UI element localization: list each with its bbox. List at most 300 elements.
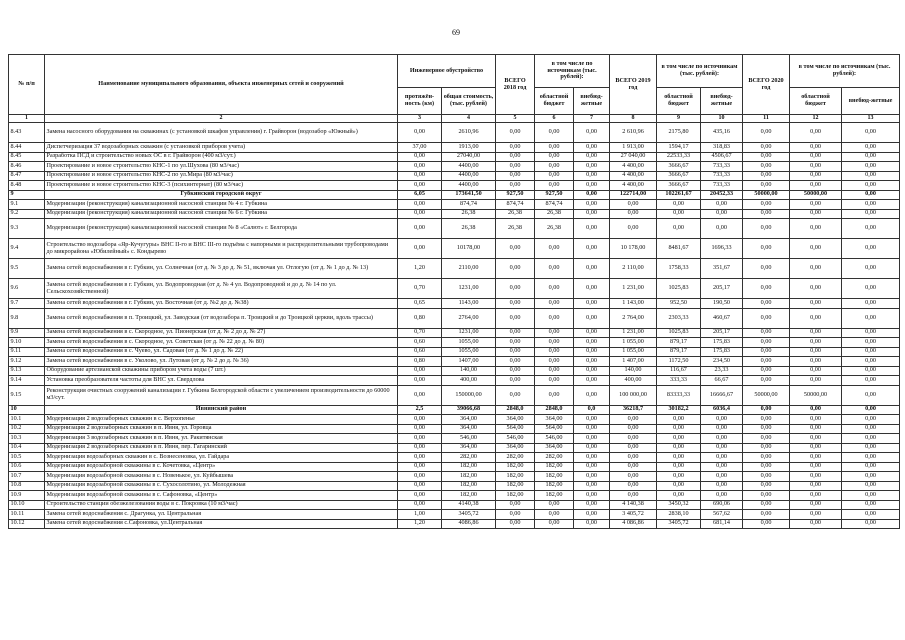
row-value-c8: 0,00 (610, 424, 657, 434)
row-value-c12: 0,00 (790, 171, 842, 181)
row-value-c7: 0,00 (574, 152, 610, 162)
row-value-c5: 364,00 (496, 443, 535, 453)
row-value-c12: 0,00 (790, 259, 842, 279)
table-row (9, 519, 900, 529)
row-value-c11: 0,00 (743, 491, 790, 501)
column-index: 3 (398, 115, 442, 123)
row-value-c12: 0,00 (790, 299, 842, 309)
row-value-c5: 0,00 (496, 299, 535, 309)
row-value-c5: 0,00 (496, 279, 535, 299)
row-value-c9: 0,00 (657, 415, 701, 425)
row-value-c8: 2 110,00 (610, 259, 657, 279)
row-value-c9: 1172,50 (657, 357, 701, 367)
row-value-c5: 0,00 (496, 171, 535, 181)
row-value-c4: 182,00 (442, 491, 496, 501)
header-regional-2020: областной бюджет (790, 88, 842, 115)
row-value-c9: 879,17 (657, 347, 701, 357)
row-value-c3: 0,65 (398, 299, 442, 309)
row-value-c12: 0,00 (790, 519, 842, 529)
row-code: 9.4 (9, 239, 45, 259)
row-name: Замена сетей водоснабжения с. Драгунка, ул. Центральная (45, 510, 398, 520)
row-value-c10: 205,17 (701, 328, 743, 338)
row-value-c11: 50000,00 (743, 385, 790, 405)
row-value-c9: 0,00 (657, 491, 701, 501)
row-value-c10: 6036,4 (701, 405, 743, 415)
row-value-c8: 0,00 (610, 209, 657, 219)
row-value-c3: 0,00 (398, 453, 442, 463)
row-value-c5: 364,00 (496, 415, 535, 425)
row-value-c8: 1 055,00 (610, 338, 657, 348)
row-value-c6: 0,00 (535, 500, 574, 510)
row-value-c5: 0,00 (496, 500, 535, 510)
row-name: Замена сетей водоснабжения в с. Скородное, ул. Советская (от д. № 22 до д. № 80) (45, 338, 398, 348)
row-value-c12: 0,00 (790, 162, 842, 172)
row-value-c6: 0,00 (535, 519, 574, 529)
column-index: 8 (610, 115, 657, 123)
table-row (9, 219, 900, 239)
row-value-c9: 0,00 (657, 453, 701, 463)
row-name: Замена сетей водоснабжения в г. Губкин, ул. Восточная (от д. №2 до д. №38) (45, 299, 398, 309)
table-row (9, 415, 900, 425)
row-code: 10.9 (9, 491, 45, 501)
table-row (9, 259, 900, 279)
row-value-c4: 1407,00 (442, 357, 496, 367)
row-code: 10.7 (9, 472, 45, 482)
row-code: 10.6 (9, 462, 45, 472)
row-name: Реконструкция очистных сооружений канализации г. Губкина Белгородской области с увеличением производительности до 60000 м3/сут. (45, 385, 398, 405)
header-length: протяжён-ность (км) (398, 88, 442, 115)
row-value-c7: 0,00 (574, 385, 610, 405)
row-value-c13: 0,00 (842, 424, 900, 434)
section-row (9, 405, 900, 415)
row-value-c11: 0,00 (743, 171, 790, 181)
row-value-c4: 2764,00 (442, 308, 496, 328)
header-number: № п/п (9, 55, 45, 115)
table-row (9, 308, 900, 328)
header-sources-2020: в том числе по источникам (тыс. рублей): (790, 55, 900, 88)
row-value-c10: 23,33 (701, 366, 743, 376)
row-value-c10: 0,00 (701, 200, 743, 210)
row-value-c4: 364,00 (442, 424, 496, 434)
row-value-c4: 2110,00 (442, 259, 496, 279)
row-value-c13: 0,00 (842, 472, 900, 482)
row-value-c9: 83333,33 (657, 385, 701, 405)
row-value-c9: 8481,67 (657, 239, 701, 259)
column-index: 2 (45, 115, 398, 123)
row-value-c10: 4506,67 (701, 152, 743, 162)
row-value-c5: 0,00 (496, 338, 535, 348)
row-value-c4: 1143,00 (442, 299, 496, 309)
row-value-c5: 0,00 (496, 308, 535, 328)
row-value-c8: 4 400,00 (610, 171, 657, 181)
row-name: Проектирование и новое строительство КНС-3 (психинтернат) (80 м3/час) (45, 181, 398, 191)
row-value-c11: 0,00 (743, 299, 790, 309)
row-value-c8: 4 400,00 (610, 181, 657, 191)
column-index: 10 (701, 115, 743, 123)
row-value-c12: 0,00 (790, 328, 842, 338)
row-value-c8: 36218,7 (610, 405, 657, 415)
row-value-c4: 1913,00 (442, 143, 496, 153)
row-value-c13: 0,00 (842, 376, 900, 386)
row-value-c13: 0,00 (842, 171, 900, 181)
row-value-c12: 0,00 (790, 308, 842, 328)
row-value-c13: 0,00 (842, 443, 900, 453)
row-value-c7: 0,00 (574, 328, 610, 338)
row-name: Модернизация водозаборной скважины в с. Новенькое, ул. Куйбышева (45, 472, 398, 482)
row-value-c9: 0,00 (657, 481, 701, 491)
row-value-c6: 0,00 (535, 328, 574, 338)
table-row (9, 510, 900, 520)
row-value-c3: 0,00 (398, 481, 442, 491)
row-value-c6: 0,00 (535, 162, 574, 172)
row-code: 9.10 (9, 338, 45, 348)
row-value-c9: 2838,10 (657, 510, 701, 520)
row-value-c4: 874,74 (442, 200, 496, 210)
row-value-c9: 30182,2 (657, 405, 701, 415)
row-value-c13: 0,00 (842, 481, 900, 491)
row-value-c10: 234,50 (701, 357, 743, 367)
row-value-c4: 26,38 (442, 209, 496, 219)
row-code: 9.14 (9, 376, 45, 386)
header-sources-2018: в том числе по источникам (тыс. рублей): (535, 55, 610, 88)
row-value-c7: 0,00 (574, 376, 610, 386)
row-value-c6: 26,38 (535, 209, 574, 219)
row-value-c5: 927,50 (496, 190, 535, 200)
row-value-c13: 0,00 (842, 415, 900, 425)
column-index: 7 (574, 115, 610, 123)
row-value-c7: 0,00 (574, 259, 610, 279)
page-number: 69 (452, 28, 460, 37)
table-row (9, 443, 900, 453)
row-name: Замена сетей водоснабжения в п. Троицкий, ул. Заводская (от водозабора п. Троицкий и до Троицкой церкви, вдоль трассы) (45, 308, 398, 328)
row-value-c11: 0,00 (743, 366, 790, 376)
row-value-c13: 0,00 (842, 462, 900, 472)
row-value-c12: 0,00 (790, 209, 842, 219)
row-value-c3: 0,00 (398, 152, 442, 162)
row-name: Замена сетей водоснабжения в с. Чуево, ул. Садовая (от д. № 1 до д. № 22) (45, 347, 398, 357)
row-value-c12: 0,00 (790, 443, 842, 453)
row-value-c6: 182,00 (535, 472, 574, 482)
row-value-c5: 564,00 (496, 424, 535, 434)
row-value-c6: 0,00 (535, 299, 574, 309)
row-value-c5: 0,00 (496, 259, 535, 279)
row-code: 9.9 (9, 328, 45, 338)
row-value-c8: 0,00 (610, 434, 657, 444)
section-row (9, 190, 900, 200)
row-name: Ивнянский район (45, 405, 398, 415)
row-value-c6: 0,00 (535, 143, 574, 153)
row-value-c12: 0,00 (790, 481, 842, 491)
table-row (9, 209, 900, 219)
row-value-c13: 0,00 (842, 510, 900, 520)
row-value-c12: 0,00 (790, 472, 842, 482)
row-code: 9.6 (9, 279, 45, 299)
row-value-c6: 927,50 (535, 190, 574, 200)
row-value-c6: 282,00 (535, 453, 574, 463)
row-value-c6: 564,00 (535, 424, 574, 434)
row-value-c9: 22533,33 (657, 152, 701, 162)
header-sources-2019: в том числе по источникам (тыс. рублей): (657, 55, 743, 88)
row-value-c6: 0,00 (535, 357, 574, 367)
row-value-c6: 364,00 (535, 443, 574, 453)
row-value-c11: 0,00 (743, 357, 790, 367)
table-row (9, 366, 900, 376)
row-value-c12: 0,00 (790, 181, 842, 191)
row-name: Оборудование артезианской скважины прибором учета воды (7 шт.) (45, 366, 398, 376)
row-value-c5: 282,00 (496, 453, 535, 463)
row-value-c12: 50000,00 (790, 190, 842, 200)
row-value-c10: 0,00 (701, 481, 743, 491)
row-code: 9.13 (9, 366, 45, 376)
row-name: Модернизация водозаборной скважины в с. Сафоновка, «Центр» (45, 491, 398, 501)
row-value-c6: 182,00 (535, 491, 574, 501)
row-value-c12: 0,00 (790, 152, 842, 162)
header-name: Наименование муниципального образования, объекта инженерных сетей и сооружений (45, 55, 398, 115)
row-name: Модернизация водозаборных скважин в с. Вознесеновка, ул. Гайдара (45, 453, 398, 463)
row-name: Установка преобразователя частоты для ВНС ул. Свердлова (45, 376, 398, 386)
row-value-c9: 3450,32 (657, 500, 701, 510)
row-value-c11: 0,00 (743, 415, 790, 425)
row-value-c13: 0,00 (842, 200, 900, 210)
row-value-c7: 0,00 (574, 443, 610, 453)
row-value-c3: 0,00 (398, 200, 442, 210)
row-value-c7: 0,00 (574, 347, 610, 357)
row-value-c8: 0,00 (610, 491, 657, 501)
row-value-c9: 2175,80 (657, 123, 701, 143)
table-row (9, 143, 900, 153)
header-extra-2020: внебюд-жетные (842, 88, 900, 115)
row-value-c10: 0,00 (701, 219, 743, 239)
row-value-c7: 0,00 (574, 162, 610, 172)
row-value-c11: 0,00 (743, 510, 790, 520)
row-name: Проектирование и новое строительство КНС-2 по ул.Мира (80 м3/час) (45, 171, 398, 181)
row-value-c8: 1 407,00 (610, 357, 657, 367)
table-header (9, 55, 900, 123)
row-value-c7: 0,00 (574, 209, 610, 219)
table-row (9, 481, 900, 491)
row-value-c8: 0,00 (610, 415, 657, 425)
row-value-c7: 0,00 (574, 190, 610, 200)
row-value-c12: 0,00 (790, 239, 842, 259)
row-value-c3: 2,5 (398, 405, 442, 415)
row-value-c5: 0,00 (496, 347, 535, 357)
row-value-c3: 0,00 (398, 123, 442, 143)
row-value-c3: 6,05 (398, 190, 442, 200)
header-extra-2018: внебюд-жетные (574, 88, 610, 115)
row-value-c12: 0,00 (790, 347, 842, 357)
row-value-c8: 2 610,96 (610, 123, 657, 143)
row-code: 9.8 (9, 308, 45, 328)
row-value-c6: 0,00 (535, 239, 574, 259)
row-code: 10.2 (9, 424, 45, 434)
row-value-c12: 0,00 (790, 376, 842, 386)
row-name: Модернизация водозаборной скважины в с. Кочетовка, «Центр» (45, 462, 398, 472)
row-value-c12: 0,00 (790, 500, 842, 510)
row-value-c12: 0,00 (790, 338, 842, 348)
table-row (9, 299, 900, 309)
row-value-c3: 0,60 (398, 338, 442, 348)
row-value-c6: 0,00 (535, 259, 574, 279)
row-value-c9: 0,00 (657, 200, 701, 210)
row-name: Замена сетей водоснабжения с.Сафоновка, ул.Центральная (45, 519, 398, 529)
row-value-c12: 0,00 (790, 219, 842, 239)
row-value-c9: 3666,67 (657, 162, 701, 172)
row-value-c12: 0,00 (790, 415, 842, 425)
row-value-c4: 182,00 (442, 462, 496, 472)
row-code: 10 (9, 405, 45, 415)
table-row (9, 279, 900, 299)
row-value-c11: 0,00 (743, 472, 790, 482)
row-value-c13: 0,00 (842, 500, 900, 510)
row-value-c13: 0,00 (842, 279, 900, 299)
table-row (9, 472, 900, 482)
row-value-c12: 0,00 (790, 279, 842, 299)
row-value-c13: 0,00 (842, 162, 900, 172)
row-value-c10: 690,06 (701, 500, 743, 510)
row-value-c13: 0,00 (842, 143, 900, 153)
row-value-c13: 0,00 (842, 299, 900, 309)
row-value-c10: 435,16 (701, 123, 743, 143)
row-code: 9.15 (9, 385, 45, 405)
table-row (9, 239, 900, 259)
row-value-c3: 0,00 (398, 415, 442, 425)
header-total-2018: ВСЕГО 2018 год (496, 55, 535, 115)
row-value-c13: 0,00 (842, 152, 900, 162)
row-code: 9.3 (9, 219, 45, 239)
row-value-c8: 4 140,38 (610, 500, 657, 510)
row-code: 9.5 (9, 259, 45, 279)
row-value-c13: 0,00 (842, 123, 900, 143)
row-value-c11: 0,00 (743, 162, 790, 172)
row-value-c8: 1 055,00 (610, 347, 657, 357)
row-value-c7: 0,00 (574, 453, 610, 463)
row-name: Губкинский городской округ (45, 190, 398, 200)
row-code: 8.48 (9, 181, 45, 191)
row-code: 10.11 (9, 510, 45, 520)
row-value-c7: 0,00 (574, 510, 610, 520)
row-value-c13: 0,00 (842, 385, 900, 405)
row-value-c11: 0,00 (743, 338, 790, 348)
row-value-c10: 0,00 (701, 443, 743, 453)
row-value-c10: 1696,33 (701, 239, 743, 259)
row-value-c11: 0,00 (743, 259, 790, 279)
row-value-c3: 0,00 (398, 209, 442, 219)
row-value-c13: 0,00 (842, 338, 900, 348)
row-value-c6: 2848,0 (535, 405, 574, 415)
row-value-c12: 0,00 (790, 424, 842, 434)
row-value-c7: 0,00 (574, 181, 610, 191)
row-code: 9.1 (9, 200, 45, 210)
row-value-c3: 0,60 (398, 347, 442, 357)
row-value-c7: 0,00 (574, 171, 610, 181)
row-value-c6: 0,00 (535, 376, 574, 386)
row-value-c11: 0,00 (743, 481, 790, 491)
row-value-c9: 3666,67 (657, 171, 701, 181)
row-value-c12: 0,00 (790, 462, 842, 472)
row-name: Строительство станции обезжелезования воды в с. Покровка (10 м3/час) (45, 500, 398, 510)
row-value-c8: 0,00 (610, 472, 657, 482)
header-extra-2019: внебюд-жетные (701, 88, 743, 115)
header-total-2020: ВСЕГО 2020 год (743, 55, 790, 115)
row-value-c7: 0,00 (574, 519, 610, 529)
row-value-c8: 0,00 (610, 481, 657, 491)
row-value-c13: 0,00 (842, 519, 900, 529)
row-value-c10: 0,00 (701, 462, 743, 472)
row-value-c7: 0,00 (574, 366, 610, 376)
row-value-c3: 0,00 (398, 491, 442, 501)
row-value-c7: 0,00 (574, 279, 610, 299)
row-value-c4: 150000,00 (442, 385, 496, 405)
row-value-c6: 546,00 (535, 434, 574, 444)
row-value-c11: 0,00 (743, 453, 790, 463)
row-value-c4: 282,00 (442, 453, 496, 463)
row-value-c10: 0,00 (701, 472, 743, 482)
row-value-c4: 39066,68 (442, 405, 496, 415)
row-value-c3: 0,00 (398, 162, 442, 172)
header-cost: общая стоимость, (тыс. рублей) (442, 88, 496, 115)
row-value-c12: 50000,00 (790, 385, 842, 405)
row-value-c10: 0,00 (701, 209, 743, 219)
row-value-c8: 122714,00 (610, 190, 657, 200)
row-value-c12: 0,00 (790, 366, 842, 376)
row-value-c5: 546,00 (496, 434, 535, 444)
row-value-c5: 0,00 (496, 239, 535, 259)
row-name: Замена сетей водоснабжения в с. Скородное, ул. Пионерская (от д. № 2 до д. № 27) (45, 328, 398, 338)
row-code: 9.12 (9, 357, 45, 367)
row-value-c13: 0,00 (842, 405, 900, 415)
row-value-c4: 26,38 (442, 219, 496, 239)
row-value-c3: 0,80 (398, 308, 442, 328)
row-value-c6: 364,00 (535, 415, 574, 425)
row-value-c4: 364,00 (442, 443, 496, 453)
row-value-c4: 10178,00 (442, 239, 496, 259)
row-value-c6: 182,00 (535, 481, 574, 491)
row-code: 10.8 (9, 481, 45, 491)
header-total-2019: ВСЕГО 2019 год (610, 55, 657, 115)
row-value-c3: 1,20 (398, 259, 442, 279)
row-value-c3: 1,00 (398, 510, 442, 520)
row-value-c4: 1231,00 (442, 279, 496, 299)
row-value-c7: 0,00 (574, 299, 610, 309)
header-infrastructure: Инженерное обустройство (398, 55, 496, 88)
row-value-c3: 0,00 (398, 500, 442, 510)
row-value-c8: 400,00 (610, 376, 657, 386)
row-value-c9: 116,67 (657, 366, 701, 376)
row-code: 8.46 (9, 162, 45, 172)
row-value-c11: 0,00 (743, 405, 790, 415)
row-name: Модернизация (реконструкция) канализационной насосной станции № 6 г. Губкина (45, 209, 398, 219)
row-value-c3: 0,00 (398, 472, 442, 482)
row-code: 10.1 (9, 415, 45, 425)
row-value-c12: 0,00 (790, 510, 842, 520)
row-value-c11: 0,00 (743, 328, 790, 338)
row-name: Модернизация 2 водозаборных скважин в п. Ивня, ул. Горовца (45, 424, 398, 434)
row-value-c5: 0,00 (496, 143, 535, 153)
row-name: Модернизация (реконструкция) канализационной насосной станции № 4 г. Губкина (45, 200, 398, 210)
row-value-c4: 4140,38 (442, 500, 496, 510)
row-value-c5: 0,00 (496, 519, 535, 529)
row-value-c9: 0,00 (657, 424, 701, 434)
row-value-c4: 546,00 (442, 434, 496, 444)
row-value-c13: 0,00 (842, 357, 900, 367)
row-value-c11: 50000,00 (743, 190, 790, 200)
row-value-c3: 0,00 (398, 376, 442, 386)
table-row (9, 162, 900, 172)
row-name: Замена сетей водоснабжения в с. Уколово, ул. Лутовая (от д. № 2 до д. № 36) (45, 357, 398, 367)
table-row (9, 347, 900, 357)
row-value-c12: 0,00 (790, 143, 842, 153)
row-value-c3: 1,20 (398, 519, 442, 529)
